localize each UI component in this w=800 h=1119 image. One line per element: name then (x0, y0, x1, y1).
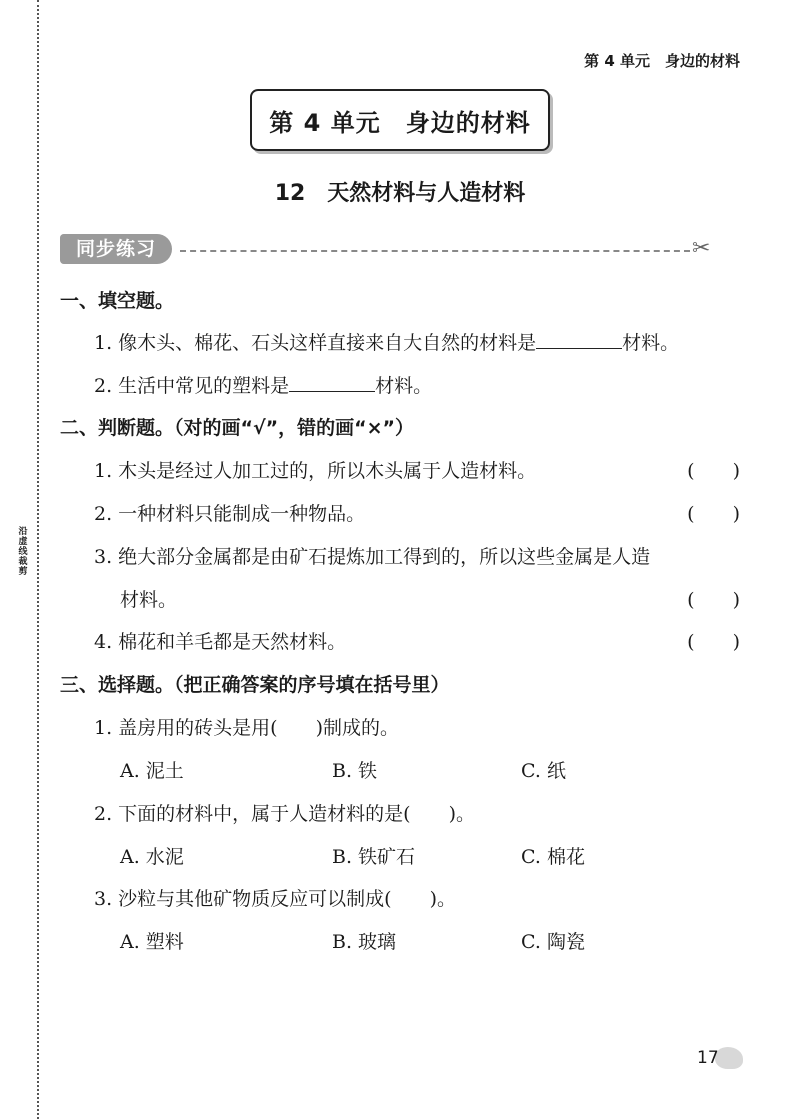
option-c: C. 陶瓷 (521, 931, 585, 953)
option-a: A. 水泥 (120, 846, 184, 868)
cut-label-char: 裁 (18, 557, 28, 567)
answer-parentheses[interactable]: ( ) (687, 589, 740, 611)
unit-title-box (250, 89, 550, 151)
question-text: 材料。 (622, 332, 680, 354)
running-header: 第 4 单元 身边的材料 (584, 52, 740, 70)
lesson-title: 12 天然材料与人造材料 (274, 181, 526, 206)
practice-dashed-line (180, 250, 690, 252)
option-a: A. 泥土 (120, 760, 184, 782)
option-c: C. 纸 (521, 760, 566, 782)
option-b: B. 铁 (332, 760, 378, 782)
question-text: 2. 生活中常见的塑料是 (94, 375, 290, 397)
judge-question-2: 2. 一种材料只能制成一种物品。 (94, 503, 366, 525)
option-b: B. 铁矿石 (332, 846, 416, 868)
answer-blank[interactable] (536, 330, 622, 349)
cut-dotted-line (37, 0, 39, 1119)
judge-question-4: 4. 棉花和羊毛都是天然材料。 (94, 631, 347, 653)
cut-label-char: 虚 (18, 537, 28, 547)
judge-question-3-line2: 材料。 (120, 589, 178, 611)
page-number: 17 (697, 1048, 719, 1068)
choice-question-1: 1. 盖房用的砖头是用( )制成的。 (94, 717, 399, 739)
choice-question-2: 2. 下面的材料中，属于人造材料的是( )。 (94, 803, 475, 825)
section-heading-true-false: 二、判断题。（对的画“√”，错的画“×”） (60, 417, 415, 439)
scissors-icon: ✂ (692, 236, 711, 261)
answer-blank[interactable] (289, 373, 375, 392)
cut-label-char: 沿 (18, 527, 28, 537)
cut-label-char: 线 (18, 547, 28, 557)
question-text: 材料。 (375, 375, 433, 397)
judge-question-1: 1. 木头是经过人加工过的，所以木头属于人造材料。 (94, 460, 537, 482)
fill-question-2 (94, 371, 432, 398)
cut-label-char: 剪 (18, 567, 28, 577)
practice-tag: 同步练习 (60, 234, 172, 264)
fill-question-1 (94, 328, 679, 355)
unit-title: 第 4 单元 身边的材料 (269, 108, 531, 137)
judge-question-3-line1: 3. 绝大部分金属都是由矿石提炼加工得到的，所以这些金属是人造 (94, 546, 651, 568)
option-c: C. 棉花 (521, 846, 585, 868)
answer-parentheses[interactable]: ( ) (687, 460, 740, 482)
section-heading-multiple-choice: 三、选择题。（把正确答案的序号填在括号里） (60, 674, 450, 696)
answer-parentheses[interactable]: ( ) (687, 631, 740, 653)
choice-question-3: 3. 沙粒与其他矿物质反应可以制成( )。 (94, 888, 456, 910)
section-heading-fill-blank: 一、填空题。 (60, 290, 175, 312)
option-b: B. 玻璃 (332, 931, 397, 953)
page-number-decoration (715, 1047, 743, 1069)
option-a: A. 塑料 (120, 931, 184, 953)
answer-parentheses[interactable]: ( ) (687, 503, 740, 525)
cut-label (18, 527, 28, 577)
question-text: 1. 像木头、棉花、石头这样直接来自大自然的材料是 (94, 332, 537, 354)
